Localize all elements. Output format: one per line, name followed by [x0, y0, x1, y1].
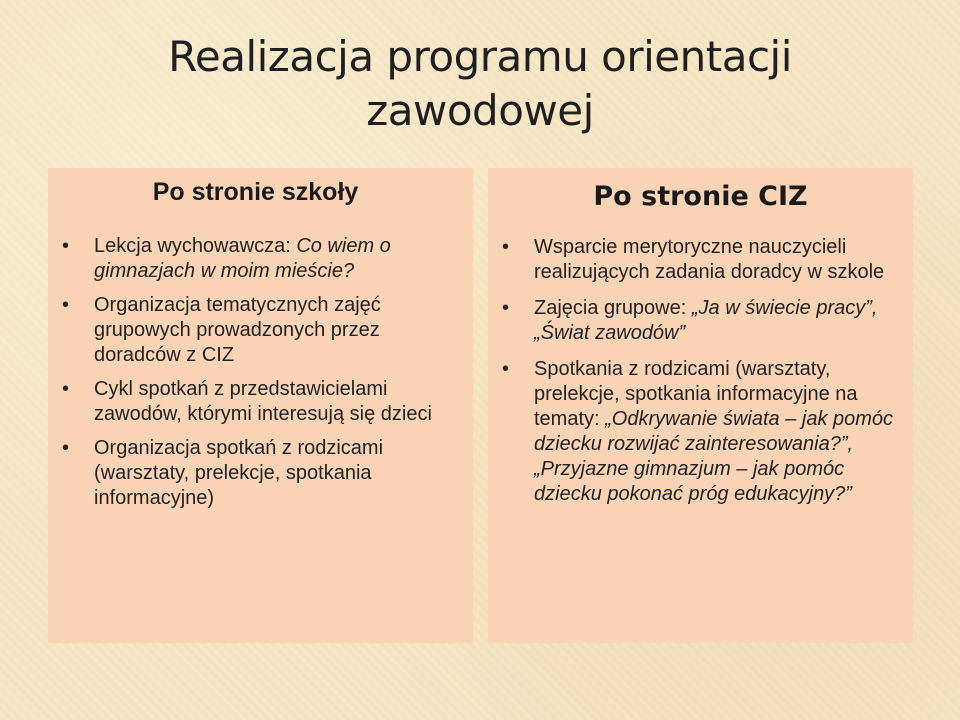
list-item-text: Cykl spotkań z przedstawicielami zawodów, którymi interesują się dzieci: [94, 378, 432, 425]
bullet-icon: •: [62, 235, 70, 257]
list-item-text: Organizacja tematycznych zajęć grupowych prowadzonych przez doradców z CIZ: [94, 294, 381, 366]
school-side-heading: Po stronie szkoły: [152, 178, 359, 206]
list-item: [488, 296, 913, 346]
bullet-icon: •: [62, 378, 70, 400]
bullet-icon: •: [502, 297, 510, 319]
slide-title: [100, 30, 860, 138]
list-item: [48, 293, 473, 368]
list-item-italic: „Odkrywanie świata – jak pomóc dziecku rozwijać zainteresowania?”, „Przyjazne gimnazjum – jak pomóc dziecku pokonać próg edukacyjny?”: [534, 408, 894, 505]
list-item-text: Spotkania z rodzicami (warsztaty, prelekcje, spotkania informacyjne na tematy:: [534, 358, 858, 430]
list-item-italic: „Ja w świecie pracy”, „Świat zawodów”: [534, 297, 878, 344]
list-item-italic: Co wiem o gimnazjach w moim mieście?: [94, 235, 391, 282]
list-item-text: Zajęcia grupowe:: [534, 297, 692, 319]
ciz-side-heading: Po stronie CIZ: [593, 181, 808, 212]
bullet-icon: •: [502, 358, 510, 380]
school-side-list: [48, 234, 473, 511]
ciz-side-list: [488, 235, 913, 507]
ciz-side-panel: [488, 168, 913, 643]
list-item-text: Lekcja wychowawcza:: [94, 235, 297, 257]
slide-title-line-2: zawodowej: [366, 86, 594, 135]
list-item-text: Wsparcie merytoryczne nauczycieli realizujących zadania doradcy w szkole: [534, 236, 885, 283]
bullet-icon: •: [62, 294, 70, 316]
list-item: [48, 234, 473, 284]
slide-title-line-1: Realizacja programu orientacji: [168, 32, 792, 81]
list-item: [48, 436, 473, 511]
list-item-text: Organizacja spotkań z rodzicami (warsztaty, prelekcje, spotkania informacyjne): [94, 437, 384, 509]
list-item: [488, 235, 913, 285]
list-item: [488, 357, 913, 507]
bullet-icon: •: [62, 437, 70, 459]
bullet-icon: •: [502, 236, 510, 258]
school-side-panel: [48, 168, 473, 643]
list-item: [48, 377, 473, 427]
